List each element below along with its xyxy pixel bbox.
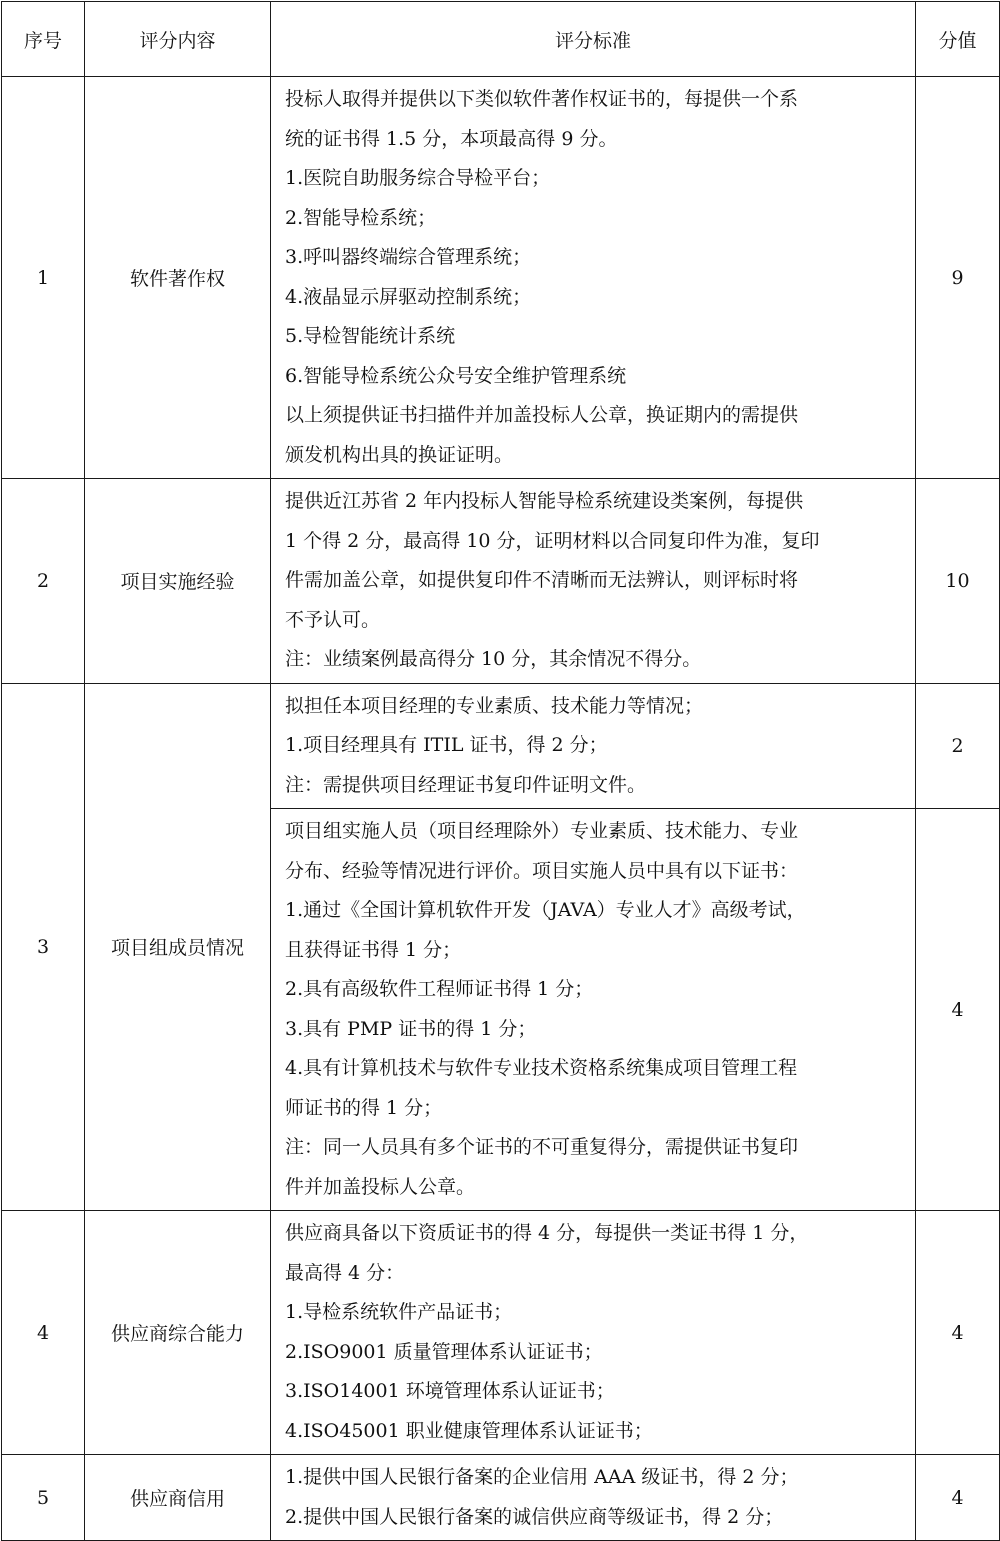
criteria-line: 注：同一人员具有多个证书的不可重复得分，需提供证书复印 [285,1136,799,1158]
criteria-line: 最高得 4 分： [285,1261,405,1284]
criteria-line: 以上须提供证书扫描件并加盖投标人公章，换证期内的需提供 [285,404,799,426]
criteria-line: 提供近江苏省 2 年内投标人智能导检系统建设类案例，每提供 [285,490,804,512]
criteria-line: 1.提供中国人民银行备案的企业信用 AAA 级证书，得 2 分； [285,1466,799,1488]
table-row [2,1211,1000,1455]
criteria-line: 3.具有 PMP 证书的得 1 分； [285,1017,537,1040]
table-row [2,77,1000,479]
criteria-cell [271,809,916,1211]
criteria-line: 1.导检系统软件产品证书； [285,1301,513,1323]
row-number: 1 [2,77,85,479]
row-item: 项目实施经验 [85,479,271,684]
row-item: 软件著作权 [85,77,271,479]
criteria-line: 且获得证书得 1 分； [285,938,462,961]
criteria-line: 不予认可。 [285,608,381,631]
criteria-line: 2.提供中国人民银行备案的诚信供应商等级证书，得 2 分； [285,1505,784,1528]
row-score: 9 [916,77,1000,479]
criteria-cell [271,77,916,479]
criteria-line: 1.通过《全国计算机软件开发（JAVA）专业人才》高级考试， [285,899,806,921]
criteria-line: 注：需提供项目经理证书复印件证明文件。 [285,773,647,796]
row-number: 3 [2,683,85,1211]
criteria-line: 1.项目经理具有 ITIL 证书，得 2 分； [285,734,608,756]
row-number: 4 [2,1211,85,1455]
criteria-line: 1 个得 2 分，最高得 10 分，证明材料以合同复印件为准，复印 [285,529,820,552]
table-row [2,1455,1000,1541]
header-row [2,2,1000,77]
criteria-cell [271,1211,916,1455]
criteria-line: 4.具有计算机技术与软件专业技术资格系统集成项目管理工程 [285,1057,798,1079]
header-no: 序号 [2,2,85,77]
row-item: 供应商信用 [85,1455,271,1541]
criteria-line: 投标人取得并提供以下类似软件著作权证书的，每提供一个系 [285,88,799,110]
row-number: 5 [2,1455,85,1541]
criteria-line: 件并加盖投标人公章。 [285,1175,476,1198]
row-item: 供应商综合能力 [85,1211,271,1455]
scoring-table [1,1,1000,1541]
criteria-line: 3.呼叫器终端综合管理系统； [285,246,532,268]
row-score: 4 [916,1455,1000,1541]
table-row [2,683,1000,809]
header-criteria: 评分标准 [271,2,916,77]
criteria-line: 6.智能导检系统公众号安全维护管理系统 [285,364,627,387]
row-score: 4 [916,809,1000,1211]
criteria-line: 分布、经验等情况进行评价。项目实施人员中具有以下证书： [285,859,799,882]
criteria-line: 4.ISO45001 职业健康管理体系认证证书； [285,1419,653,1442]
criteria-line: 件需加盖公章，如提供复印件不清晰而无法辨认，则评标时将 [285,569,799,591]
criteria-line: 注：业绩案例最高得分 10 分，其余情况不得分。 [285,648,702,670]
header-score: 分值 [916,2,1000,77]
criteria-cell [271,1455,916,1541]
header-item: 评分内容 [85,2,271,77]
table-body [2,77,1000,1541]
row-score: 4 [916,1211,1000,1455]
criteria-line: 1.医院自助服务综合导检平台； [285,167,551,189]
criteria-cell [271,479,916,684]
table-row [2,479,1000,684]
criteria-line: 师证书的得 1 分； [285,1096,443,1119]
criteria-line: 4.液晶显示屏驱动控制系统； [285,285,532,308]
criteria-line: 项目组实施人员（项目经理除外）专业素质、技术能力、专业 [285,820,799,842]
criteria-line: 统的证书得 1.5 分，本项最高得 9 分。 [285,127,618,150]
row-number: 2 [2,479,85,684]
row-item: 项目组成员情况 [85,683,271,1211]
row-score: 10 [916,479,1000,684]
criteria-line: 2.具有高级软件工程师证书得 1 分； [285,978,594,1000]
criteria-line: 颁发机构出具的换证证明。 [285,443,514,466]
criteria-line: 2.智能导检系统； [285,206,437,229]
criteria-line: 3.ISO14001 环境管理体系认证证书； [285,1380,615,1402]
criteria-line: 拟担任本项目经理的专业素质、技术能力等情况； [285,694,704,717]
row-score: 2 [916,683,1000,809]
criteria-line: 供应商具备以下资质证书的得 4 分，每提供一类证书得 1 分， [285,1222,809,1244]
criteria-cell [271,683,916,809]
criteria-line: 5.导检智能统计系统 [285,325,456,347]
criteria-line: 2.ISO9001 质量管理体系认证证书； [285,1340,603,1363]
